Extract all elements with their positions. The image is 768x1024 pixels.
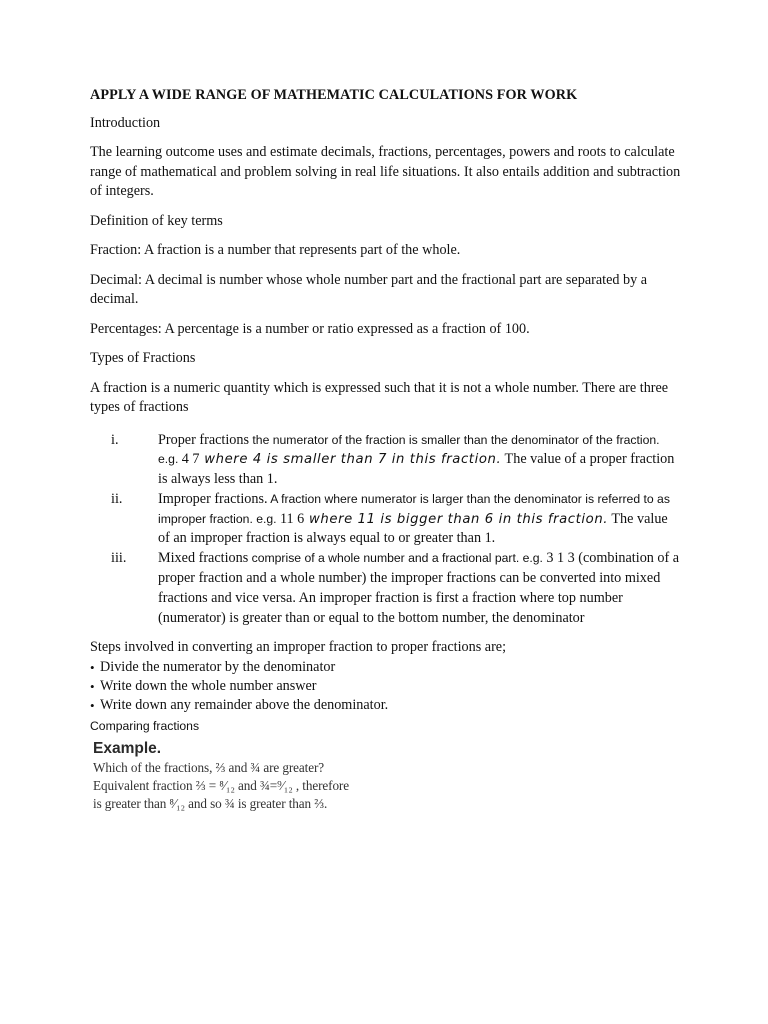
type-example: 11 6 [279, 510, 305, 527]
type-math: where 4 is smaller than 7 in this fraction. [199, 452, 502, 468]
fraction-types-list [90, 431, 682, 629]
example-line: is greater than ⁸⁄₁₂ and so ¾ is greater than ⅔. [93, 795, 328, 811]
list-item [90, 549, 682, 628]
example-line: Equivalent fraction ⅔ = ⁸⁄₁₂ and ¾=⁹⁄₁₂ , therefore [93, 777, 349, 793]
type-label: Proper fractions [158, 431, 250, 448]
introduction-paragraph: The learning outcome uses and estimate decimals, fractions, percentages, powers and roots to calculate range of mathematical and problem solving in real life situations. It also entails addition and subtraction of integers. [90, 144, 681, 199]
type-label: Mixed fractions [158, 550, 249, 567]
percentage-definition: Percentages: A percentage is a number or ratio expressed as a fraction of 100. [90, 320, 530, 337]
list-item-body [158, 431, 682, 490]
list-item [90, 696, 682, 715]
document-page [90, 86, 682, 813]
type-example: 3 1 3 [546, 550, 575, 567]
list-item [90, 490, 682, 549]
list-number: ii. [111, 490, 123, 507]
step-text: Write down the whole number answer [100, 678, 317, 695]
steps-list [90, 658, 682, 716]
type-description: the numerator of the fraction is smaller than the denominator of the fraction. e.g. [158, 432, 660, 467]
bullet-icon: • [90, 698, 95, 714]
example-title: Example. [93, 739, 162, 757]
steps-heading: Steps involved in converting an improper fraction to proper fractions are; [90, 639, 507, 656]
list-number: iii. [111, 550, 127, 567]
introduction-heading: Introduction [90, 114, 161, 131]
comparing-heading: Comparing fractions [90, 718, 200, 733]
list-item [90, 431, 682, 490]
types-intro: A fraction is a numeric quantity which is expressed such that it is not a whole number. There are three types of fractions [90, 379, 669, 415]
type-description: A fraction where numerator is larger than the denominator is referred to as improper fraction. e.g. [158, 491, 670, 526]
type-example: 4 7 [181, 451, 200, 468]
list-item [90, 658, 682, 677]
example-image [93, 739, 682, 813]
example-line: Which of the fractions, ⅔ and ¾ are greater? [93, 759, 325, 775]
decimal-definition: Decimal: A decimal is number whose whole number part and the fractional part are separated by a decimal. [90, 271, 648, 307]
type-tail: The value of a proper fraction is always less than 1. [158, 451, 675, 488]
type-label: Improper fractions. [158, 490, 268, 507]
types-heading: Types of Fractions [90, 350, 196, 366]
step-text: Divide the numerator by the denominator [100, 658, 336, 675]
list-item-body [158, 549, 682, 628]
document-title: APPLY A WIDE RANGE OF MATHEMATIC CALCULATIONS FOR WORK [90, 87, 578, 103]
list-item [90, 677, 682, 696]
type-math: where 11 is bigger than 6 in this fraction. [304, 511, 609, 527]
type-tail: (combination of a proper fraction and a whole number) the improper fractions can be converted into mixed fractions and vice versa. An improper fraction is first a fraction where top number (numerator) is greater than or equal to the bottom number, the denominator [158, 550, 680, 626]
type-description: comprise of a whole number and a fractional part. e.g. [248, 551, 547, 566]
bullet-icon: • [90, 679, 95, 695]
step-text: Write down any remainder above the denominator. [100, 697, 389, 714]
fraction-definition: Fraction: A fraction is a number that represents part of the whole. [90, 242, 461, 258]
list-item-body [158, 490, 682, 549]
list-number: i. [111, 431, 119, 448]
definitions-heading: Definition of key terms [90, 212, 223, 229]
bullet-icon: • [90, 659, 95, 675]
type-tail: The value of an improper fraction is always equal to or greater than 1. [158, 510, 668, 547]
